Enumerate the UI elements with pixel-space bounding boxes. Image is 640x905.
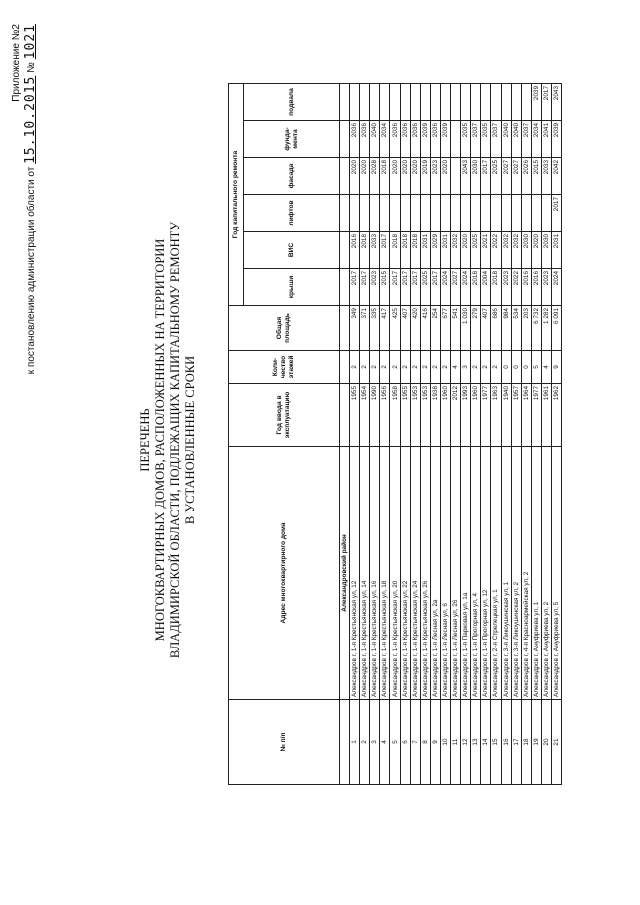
row-area: 407 — [400, 306, 410, 351]
row-roof-year: 2024 — [551, 269, 561, 306]
row-facade-year: 2019 — [420, 158, 430, 195]
houses-table — [228, 83, 562, 785]
row-foundation-year: 2039 — [440, 121, 450, 158]
row-address: Александров г, 2-я Стрелецкая ул, 1 — [491, 447, 501, 700]
table-row — [471, 84, 481, 785]
row-basement-year — [400, 84, 410, 121]
row-address: Александров г, 1-я Лесная ул, 2а — [430, 447, 440, 700]
row-number: 11 — [451, 700, 461, 785]
row-address: Александров г, 1-я Крестьянская ул, 26 — [420, 447, 430, 700]
table-row — [451, 84, 461, 785]
table-row — [410, 84, 420, 785]
row-area: 417 — [380, 306, 390, 351]
row-basement-year — [370, 84, 380, 121]
row-year: 1953 — [420, 384, 430, 447]
header-roof: крыши — [244, 269, 340, 306]
header-no: № п/п — [229, 700, 340, 785]
row-lift-year — [360, 195, 370, 232]
row-lift-year — [440, 195, 450, 232]
row-facade-year: 2020 — [390, 158, 400, 195]
row-number: 4 — [380, 700, 390, 785]
header-basement: подвала — [244, 84, 340, 121]
row-roof-year: 2027 — [451, 269, 461, 306]
row-vis-year: 2020 — [461, 232, 471, 269]
row-foundation-year: 2039 — [420, 121, 430, 158]
district-empty-cell — [340, 195, 350, 232]
row-lift-year — [380, 195, 390, 232]
row-facade-year: 2017 — [481, 158, 491, 195]
row-number: 14 — [481, 700, 491, 785]
row-facade-year: 2030 — [471, 158, 481, 195]
row-floors: 2 — [350, 351, 360, 384]
header-foundation: фунда-мента — [244, 121, 340, 158]
row-floors: 5 — [531, 351, 541, 384]
row-vis-year: 2020 — [531, 232, 541, 269]
row-number: 6 — [400, 700, 410, 785]
row-area: 254 — [430, 306, 440, 351]
row-facade-year: 2023 — [430, 158, 440, 195]
row-roof-year: 2024 — [461, 269, 471, 306]
row-facade-year: 2015 — [531, 158, 541, 195]
header-floors: Коли-чество этажей — [229, 351, 340, 384]
table-row — [420, 84, 430, 785]
row-vis-year: 2031 — [420, 232, 430, 269]
row-address: Александров г, 1-я Крестьянская ул, 18 — [380, 447, 390, 700]
appendix-block — [10, 24, 39, 374]
row-year: 1961 — [541, 384, 551, 447]
row-floors: 2 — [400, 351, 410, 384]
row-number: 19 — [531, 700, 541, 785]
row-year: 1963 — [491, 384, 501, 447]
row-floors: 0 — [521, 351, 531, 384]
row-basement-year — [350, 84, 360, 121]
row-area: 984 — [501, 306, 511, 351]
row-year: 1956 — [380, 384, 390, 447]
row-foundation-year: 2035 — [481, 121, 491, 158]
header-facade: фасада — [244, 158, 340, 195]
row-area: 335 — [370, 306, 380, 351]
district-empty-cell — [340, 384, 350, 447]
district-no-cell — [340, 700, 350, 785]
row-floors: 2 — [380, 351, 390, 384]
row-basement-year — [390, 84, 400, 121]
district-name: Александровский район — [340, 447, 350, 700]
row-roof-year: 2023 — [370, 269, 380, 306]
row-basement-year — [511, 84, 521, 121]
row-address: Александров г, 1-я Крестьянская ул, 22 — [400, 447, 410, 700]
row-lift-year: 2017 — [551, 195, 561, 232]
row-year: 1993 — [461, 384, 471, 447]
row-number: 18 — [521, 700, 531, 785]
row-facade-year: 2033 — [541, 158, 551, 195]
row-address: Александров г, 3-я Ликоушинская ул, 1 — [501, 447, 511, 700]
row-lift-year — [491, 195, 501, 232]
row-number: 21 — [551, 700, 561, 785]
row-roof-year: 2024 — [440, 269, 450, 306]
table-row — [521, 84, 531, 785]
row-basement-year: 2039 — [531, 84, 541, 121]
row-address: Александров г, 3-я Ликоушинская ул, 2 — [511, 447, 521, 700]
row-area: 203 — [521, 306, 531, 351]
row-address: Александров г, 1-я Прогорная ул, 12 — [481, 447, 491, 700]
table-row — [481, 84, 491, 785]
row-floors: 2 — [390, 351, 400, 384]
row-roof-year: 2015 — [380, 269, 390, 306]
row-vis-year: 2029 — [430, 232, 440, 269]
row-foundation-year: 2040 — [511, 121, 521, 158]
row-roof-year: 2025 — [420, 269, 430, 306]
row-number: 10 — [440, 700, 450, 785]
row-floors: 0 — [511, 351, 521, 384]
row-vis-year: 2031 — [440, 232, 450, 269]
row-foundation-year: 2036 — [390, 121, 400, 158]
row-basement-year — [491, 84, 501, 121]
header-lifts: лифтов — [244, 195, 340, 232]
row-roof-year: 2017 — [360, 269, 370, 306]
row-number: 2 — [360, 700, 370, 785]
table-row — [370, 84, 380, 785]
row-lift-year — [511, 195, 521, 232]
row-foundation-year: 2036 — [350, 121, 360, 158]
row-vis-year: 2017 — [380, 232, 390, 269]
row-vis-year: 2030 — [541, 232, 551, 269]
table-row — [491, 84, 501, 785]
row-basement-year — [461, 84, 471, 121]
decree-date: 15.10.2015 — [23, 75, 38, 164]
row-floors: 4 — [451, 351, 461, 384]
row-area: 1 282 — [541, 306, 551, 351]
row-basement-year: 2017 — [541, 84, 551, 121]
district-empty-cell — [340, 306, 350, 351]
row-floors: 4 — [541, 351, 551, 384]
row-vis-year: 2032 — [511, 232, 521, 269]
row-area: 279 — [471, 306, 481, 351]
table-row — [350, 84, 360, 785]
row-year: 1938 — [430, 384, 440, 447]
row-foundation-year: 2037 — [491, 121, 501, 158]
row-roof-year: 2016 — [521, 269, 531, 306]
decree-no-sign: № — [26, 62, 37, 73]
table-row — [390, 84, 400, 785]
row-basement-year: 2043 — [551, 84, 561, 121]
row-facade-year: 2025 — [491, 158, 501, 195]
row-basement-year — [451, 84, 461, 121]
row-foundation-year: 2040 — [501, 121, 511, 158]
row-foundation-year: 2041 — [541, 121, 551, 158]
row-year: 1955 — [400, 384, 410, 447]
document-title — [138, 205, 198, 675]
row-lift-year — [420, 195, 430, 232]
header-address: Адрес многоквартирного дома — [229, 447, 340, 700]
row-year: 1990 — [370, 384, 380, 447]
row-year: 1958 — [390, 384, 400, 447]
row-facade-year: 2020 — [440, 158, 450, 195]
row-lift-year — [461, 195, 471, 232]
row-area: 407 — [481, 306, 491, 351]
row-lift-year — [541, 195, 551, 232]
row-area: 1 030 — [461, 306, 471, 351]
row-number: 12 — [461, 700, 471, 785]
row-vis-year: 2022 — [491, 232, 501, 269]
row-foundation-year: 2035 — [461, 121, 471, 158]
title-line-3: ВЛАДИМИРСКОЙ ОБЛАСТИ, ПОДЛЕЖАЩИХ КАПИТАЛЬНОМУ РЕМОНТУ — [168, 221, 182, 659]
row-address: Александров г, 1-я Лесная ул, 26 — [451, 447, 461, 700]
row-facade-year: 2020 — [350, 158, 360, 195]
row-vis-year: 2018 — [360, 232, 370, 269]
row-year: 1957 — [511, 384, 521, 447]
row-number: 20 — [541, 700, 551, 785]
row-vis-year: 2032 — [501, 232, 511, 269]
row-facade-year: 2028 — [370, 158, 380, 195]
row-area: 416 — [420, 306, 430, 351]
district-empty-cell — [340, 269, 350, 306]
row-foundation-year: 2034 — [531, 121, 541, 158]
row-area: 686 — [491, 306, 501, 351]
row-address: Александров г, 1-я Крестьянская ул, 14 — [360, 447, 370, 700]
row-vis-year: 2018 — [400, 232, 410, 269]
row-year: 1940 — [501, 384, 511, 447]
row-area: 541 — [451, 306, 461, 351]
row-roof-year: 2017 — [350, 269, 360, 306]
row-number: 16 — [501, 700, 511, 785]
header-area: Общая площадь — [229, 306, 340, 351]
row-number: 7 — [410, 700, 420, 785]
row-vis-year: 2033 — [370, 232, 380, 269]
row-floors: 2 — [370, 351, 380, 384]
row-area: 371 — [360, 306, 370, 351]
table-row — [380, 84, 390, 785]
row-number: 15 — [491, 700, 501, 785]
row-vis-year: 2016 — [350, 232, 360, 269]
row-roof-year: 2016 — [531, 269, 541, 306]
row-area: 6 732 — [531, 306, 541, 351]
row-floors: 3 — [461, 351, 471, 384]
row-number: 13 — [471, 700, 481, 785]
row-floors: 2 — [430, 351, 440, 384]
row-year: 1977 — [531, 384, 541, 447]
table-row — [531, 84, 541, 785]
row-roof-year: 2022 — [511, 269, 521, 306]
row-number: 8 — [420, 700, 430, 785]
header-vis: ВИС — [244, 232, 340, 269]
row-year: 1960 — [440, 384, 450, 447]
row-floors: 2 — [410, 351, 420, 384]
row-lift-year — [430, 195, 440, 232]
row-basement-year — [380, 84, 390, 121]
row-lift-year — [471, 195, 481, 232]
row-vis-year: 2030 — [521, 232, 531, 269]
row-vis-year: 2031 — [551, 232, 561, 269]
row-area: 420 — [410, 306, 420, 351]
row-vis-year: 2025 — [471, 232, 481, 269]
row-lift-year — [501, 195, 511, 232]
row-foundation-year — [451, 121, 461, 158]
row-facade-year: 2018 — [380, 158, 390, 195]
row-year: 1954 — [360, 384, 370, 447]
row-basement-year — [360, 84, 370, 121]
row-basement-year — [471, 84, 481, 121]
row-address: Александров г, 1-я Крестьянская ул, 12 — [350, 447, 360, 700]
decree-prefix: к постановлению администрации области от — [26, 166, 37, 375]
table-row — [400, 84, 410, 785]
row-year: 1955 — [350, 384, 360, 447]
row-year: 2012 — [451, 384, 461, 447]
row-foundation-year: 2036 — [430, 121, 440, 158]
row-facade-year: 2027 — [511, 158, 521, 195]
row-floors: 2 — [360, 351, 370, 384]
row-lift-year — [370, 195, 380, 232]
row-address: Александров г, 4-я Красноармейская ул, 2 — [521, 447, 531, 700]
header-year: Год ввода в эксплуатацию — [229, 384, 340, 447]
title-line-2: МНОГОКВАРТИРНЫХ ДОМОВ, РАСПОЛОЖЕННЫХ НА ТЕРРИТОРИИ — [153, 238, 167, 642]
row-address: Александров г, 1-я Крестьянская ул, 20 — [390, 447, 400, 700]
row-roof-year: 2018 — [491, 269, 501, 306]
title-line-1: ПЕРЕЧЕНЬ — [138, 408, 152, 472]
row-address: Александров г, Ануфриева ул, 2 — [541, 447, 551, 700]
row-foundation-year: 2039 — [551, 121, 561, 158]
row-facade-year: 2043 — [461, 158, 471, 195]
row-address: Александров г, Ануфриева ул, 5 — [551, 447, 561, 700]
row-year: 1964 — [521, 384, 531, 447]
row-lift-year — [531, 195, 541, 232]
row-foundation-year: 2036 — [360, 121, 370, 158]
row-floors: 2 — [481, 351, 491, 384]
row-year: 1962 — [551, 384, 561, 447]
row-floors: 2 — [420, 351, 430, 384]
row-roof-year: 2017 — [430, 269, 440, 306]
row-address: Александров г, 1-я Лесная ул, 6 — [440, 447, 450, 700]
row-foundation-year: 2036 — [410, 121, 420, 158]
row-year: 1953 — [410, 384, 420, 447]
row-area: 534 — [511, 306, 521, 351]
row-area: 349 — [350, 306, 360, 351]
district-row — [340, 84, 350, 785]
row-address: Александров г, 1-я Прогорная ул, 4 — [471, 447, 481, 700]
row-lift-year — [350, 195, 360, 232]
row-roof-year: 2017 — [400, 269, 410, 306]
row-year: 1977 — [481, 384, 491, 447]
row-lift-year — [410, 195, 420, 232]
row-foundation-year: 2037 — [521, 121, 531, 158]
row-facade-year: 2042 — [551, 158, 561, 195]
row-vis-year: 2021 — [481, 232, 491, 269]
district-empty-cell — [340, 84, 350, 121]
table-row — [461, 84, 471, 785]
row-roof-year: 2018 — [471, 269, 481, 306]
table-row — [541, 84, 551, 785]
row-lift-year — [521, 195, 531, 232]
row-floors: 2 — [471, 351, 481, 384]
row-lift-year — [481, 195, 491, 232]
title-line-4: В УСТАНОВЛЕННЫЕ СРОКИ — [183, 355, 197, 525]
row-foundation-year: 2034 — [380, 121, 390, 158]
district-empty-cell — [340, 351, 350, 384]
row-year: 1960 — [471, 384, 481, 447]
row-basement-year — [481, 84, 491, 121]
row-floors: 2 — [440, 351, 450, 384]
row-floors: 9 — [551, 351, 561, 384]
row-foundation-year: 2037 — [471, 121, 481, 158]
row-vis-year: 2018 — [410, 232, 420, 269]
row-area: 425 — [390, 306, 400, 351]
row-basement-year — [420, 84, 430, 121]
row-foundation-year: 2040 — [370, 121, 380, 158]
row-basement-year — [501, 84, 511, 121]
table-row — [551, 84, 561, 785]
appendix-label: Приложение №2 — [11, 24, 22, 102]
row-basement-year — [521, 84, 531, 121]
row-roof-year: 2023 — [501, 269, 511, 306]
table-row — [360, 84, 370, 785]
row-basement-year — [440, 84, 450, 121]
row-address: Александров г, 1-я Крестьянская ул, 24 — [410, 447, 420, 700]
row-facade-year: 2020 — [360, 158, 370, 195]
row-floors: 0 — [501, 351, 511, 384]
row-facade-year — [451, 158, 461, 195]
row-address: Александров г, 1-я Крестьянская ул, 16 — [370, 447, 380, 700]
row-basement-year — [430, 84, 440, 121]
row-roof-year: 2023 — [541, 269, 551, 306]
row-number: 1 — [350, 700, 360, 785]
decree-reference — [24, 24, 39, 374]
decree-number: 1021 — [23, 24, 38, 60]
table-row — [501, 84, 511, 785]
table-body — [340, 84, 562, 785]
row-facade-year: 2020 — [410, 158, 420, 195]
row-lift-year — [400, 195, 410, 232]
row-area: 677 — [440, 306, 450, 351]
row-number: 9 — [430, 700, 440, 785]
row-number: 3 — [370, 700, 380, 785]
row-vis-year: 2018 — [390, 232, 400, 269]
row-address: Александров г, 1-я Парковая ул, 1а — [461, 447, 471, 700]
row-number: 17 — [511, 700, 521, 785]
header-repair-group: Год капитального ремонта — [229, 84, 244, 306]
table-row — [440, 84, 450, 785]
row-facade-year: 2020 — [400, 158, 410, 195]
row-foundation-year: 2036 — [400, 121, 410, 158]
district-empty-cell — [340, 232, 350, 269]
row-roof-year: 2004 — [481, 269, 491, 306]
district-empty-cell — [340, 121, 350, 158]
table-row — [511, 84, 521, 785]
district-empty-cell — [340, 158, 350, 195]
row-basement-year — [410, 84, 420, 121]
row-vis-year: 2032 — [451, 232, 461, 269]
row-address: Александров г, Ануфриева ул, 1 — [531, 447, 541, 700]
row-facade-year: 2027 — [501, 158, 511, 195]
row-facade-year: 2026 — [521, 158, 531, 195]
row-number: 5 — [390, 700, 400, 785]
row-area: 6 091 — [551, 306, 561, 351]
row-roof-year: 2017 — [390, 269, 400, 306]
table-row — [430, 84, 440, 785]
row-lift-year — [390, 195, 400, 232]
row-floors: 2 — [491, 351, 501, 384]
row-roof-year: 2017 — [410, 269, 420, 306]
row-lift-year — [451, 195, 461, 232]
